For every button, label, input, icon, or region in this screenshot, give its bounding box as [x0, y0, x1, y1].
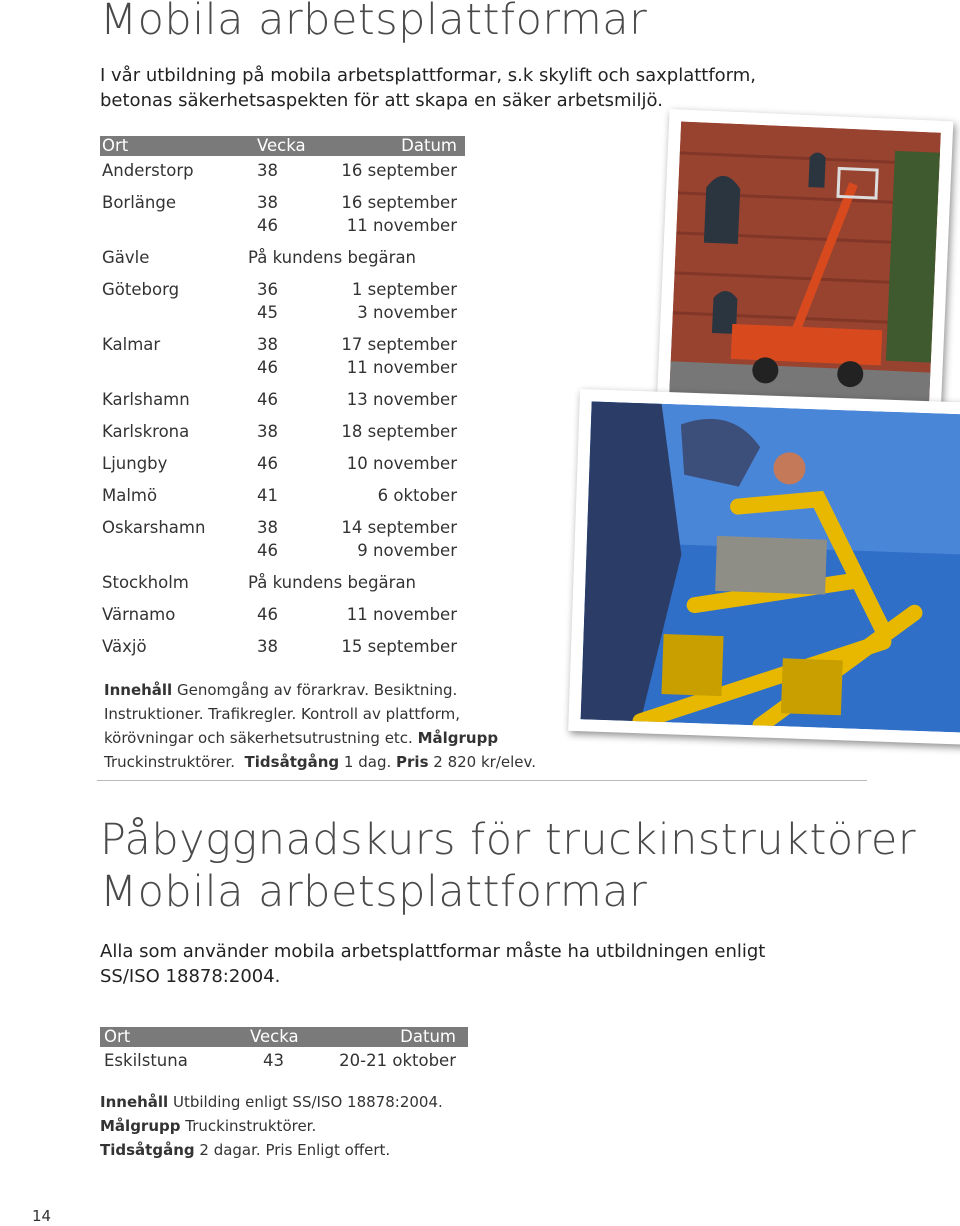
header2-ort: Ort — [104, 1027, 131, 1046]
row-datum: 10 november — [346, 454, 457, 473]
row-ort: Göteborg — [102, 280, 180, 299]
table-row — [100, 571, 465, 594]
table-row — [100, 635, 465, 658]
row-vecka: 38 — [257, 335, 278, 354]
row-vecka: 46 — [257, 358, 278, 377]
row-vecka: 38 — [257, 637, 278, 656]
section2-intro-line-1: Alla som använder mobila arbetsplattformar måste ha utbildningen enligt — [100, 941, 766, 962]
table-row-group — [100, 333, 465, 379]
boom-lift-illustration — [669, 121, 941, 407]
table-row-group — [100, 159, 465, 182]
section1-intro — [100, 63, 756, 113]
section2-title — [100, 814, 916, 918]
section-divider — [97, 780, 867, 781]
row-vecka: 38 — [257, 161, 278, 180]
row-vecka: 45 — [257, 303, 278, 322]
table-row — [100, 420, 465, 443]
s2-innehall-label: Innehåll — [100, 1093, 169, 1111]
page-number: 14 — [32, 1207, 52, 1225]
row-ort: Stockholm — [102, 573, 189, 592]
pris-text: 2 820 kr/elev. — [433, 753, 537, 771]
row-vecka: 46 — [257, 605, 278, 624]
header-vecka: Vecka — [257, 136, 306, 155]
row-ort: Karlskrona — [102, 422, 190, 441]
header-ort: Ort — [102, 136, 129, 155]
row-vecka: 36 — [257, 280, 278, 299]
row-datum: 11 november — [346, 216, 457, 235]
row-ort: Värnamo — [102, 605, 176, 624]
row-datum: 3 november — [357, 303, 457, 322]
schedule-table — [100, 136, 465, 658]
section2-title-line-1: Påbyggnadskurs för truckinstruktörer — [100, 815, 917, 865]
scissor-lift-illustration — [581, 401, 960, 732]
row-ort: Gävle — [102, 248, 150, 267]
section1-title: Mobila arbetsplattformar — [100, 0, 648, 45]
table-row-group — [100, 452, 465, 475]
table-row — [100, 452, 465, 475]
pris-label: Pris — [396, 753, 429, 771]
table-row — [100, 278, 465, 301]
table-row — [100, 603, 465, 626]
row-ort: Borlänge — [102, 193, 176, 212]
row-datum: 14 september — [341, 518, 457, 537]
row-vecka: 46 — [257, 541, 278, 560]
intro-line-1: I vår utbildning på mobila arbetsplattformar, s.k skylift och saxplattform, — [100, 65, 757, 86]
s2-tidsatgang-text: 2 dagar. Pris Enligt offert. — [199, 1141, 391, 1159]
row-ort: Kalmar — [102, 335, 161, 354]
header-datum: Datum — [401, 136, 457, 155]
tidsatgang-label: Tidsåtgång — [244, 753, 340, 771]
section2-info — [100, 1090, 443, 1162]
table-row — [100, 159, 465, 182]
table-row-group — [100, 246, 465, 269]
malgrupp-label: Målgrupp — [417, 729, 499, 747]
header2-vecka: Vecka — [250, 1027, 299, 1046]
row-vecka: 46 — [257, 390, 278, 409]
row-ort: Ljungby — [102, 454, 168, 473]
innehall-text-b: Instruktioner. Trafikregler. Kontroll av plattform, — [104, 705, 461, 723]
row-datum: 16 september — [341, 161, 457, 180]
row-datum: 15 september — [341, 637, 457, 656]
table-row-group — [100, 278, 465, 324]
schedule-header-2 — [100, 1027, 468, 1047]
row-datum: 11 november — [346, 605, 457, 624]
boom-lift-photo — [657, 109, 954, 420]
row-datum: 20-21 oktober — [339, 1051, 456, 1070]
header2-datum: Datum — [400, 1027, 456, 1046]
section2-intro — [100, 939, 765, 989]
schedule-table-2 — [100, 1027, 468, 1073]
table-row — [100, 356, 465, 379]
row-vecka: 38 — [257, 193, 278, 212]
row-vecka: 38 — [257, 518, 278, 537]
schedule-header — [100, 136, 465, 156]
row-vecka: 38 — [257, 422, 278, 441]
row-ort: Karlshamn — [102, 390, 190, 409]
intro-line-2: betonas säkerhetsaspekten för att skapa en säker arbetsmiljö. — [100, 90, 663, 111]
row-datum: 6 oktober — [377, 486, 457, 505]
table-row — [100, 333, 465, 356]
s2-malgrupp-label: Målgrupp — [100, 1117, 181, 1135]
table-row — [100, 516, 465, 539]
tidsatgang-text: 1 dag. — [343, 753, 392, 771]
table-row-group — [100, 516, 465, 562]
table-row-group — [100, 420, 465, 443]
table-row — [100, 214, 465, 237]
s2-malgrupp-text: Truckinstruktörer. — [185, 1117, 317, 1135]
table-row — [100, 191, 465, 214]
table-row — [100, 1047, 468, 1073]
s2-innehall-text: Utbilding enligt SS/ISO 18878:2004. — [172, 1093, 443, 1111]
table-row-group — [100, 635, 465, 658]
innehall-text-c: körövningar och säkerhetsutrustning etc. — [104, 729, 413, 747]
scissor-lift-photo — [568, 389, 960, 745]
row-datum: 17 september — [341, 335, 457, 354]
row-note: På kundens begäran — [248, 573, 417, 592]
malgrupp-text: Truckinstruktörer. — [104, 753, 235, 771]
table-row — [100, 539, 465, 562]
section1-info — [104, 678, 536, 774]
row-ort: Eskilstuna — [104, 1051, 188, 1070]
row-datum: 16 september — [341, 193, 457, 212]
table-row — [100, 301, 465, 324]
table-row — [100, 246, 465, 269]
row-vecka: 46 — [257, 454, 278, 473]
section2-title-line-2: Mobila arbetsplattformar — [100, 867, 648, 917]
row-vecka: 41 — [257, 486, 278, 505]
table-row-group — [100, 388, 465, 411]
row-vecka: 43 — [263, 1051, 284, 1070]
table-row-group — [100, 603, 465, 626]
row-datum: 11 november — [346, 358, 457, 377]
schedule-rows — [100, 159, 465, 658]
row-note: På kundens begäran — [248, 248, 417, 267]
row-ort: Anderstorp — [102, 161, 194, 180]
innehall-label: Innehåll — [104, 681, 173, 699]
row-datum: 9 november — [357, 541, 457, 560]
row-ort: Oskarshamn — [102, 518, 206, 537]
row-ort: Växjö — [102, 637, 147, 656]
table-row — [100, 484, 465, 507]
row-vecka: 46 — [257, 216, 278, 235]
table-row-group — [100, 484, 465, 507]
table-row-group — [100, 571, 465, 594]
row-ort: Malmö — [102, 486, 158, 505]
table-row — [100, 388, 465, 411]
innehall-text-a: Genomgång av förarkrav. Besiktning. — [176, 681, 458, 699]
section2-intro-line-2: SS/ISO 18878:2004. — [100, 966, 281, 987]
row-datum: 13 november — [346, 390, 457, 409]
s2-tidsatgang-label: Tidsåtgång — [100, 1141, 195, 1159]
row-datum: 1 september — [351, 280, 457, 299]
table-row-group — [100, 191, 465, 237]
row-datum: 18 september — [341, 422, 457, 441]
